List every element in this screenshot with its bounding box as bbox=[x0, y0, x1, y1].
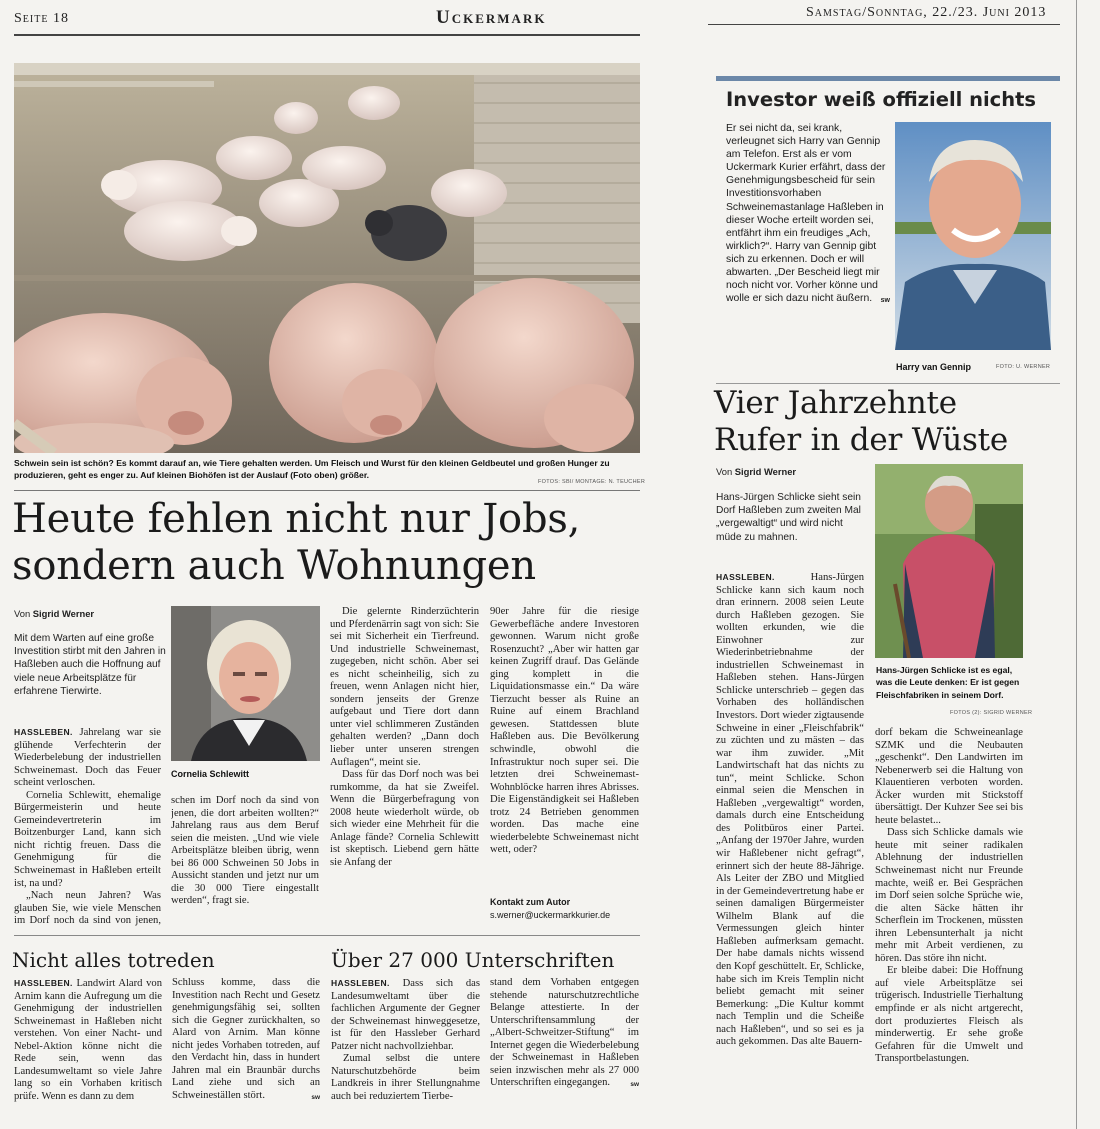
wueste-column-1 bbox=[716, 571, 864, 1123]
investor-headline: Investor weiß offiziell nichts bbox=[726, 88, 1037, 111]
wueste-col2-paragraph-3: Er bleibe dabei: Die Hoffnung auf viele Arbeitsplätze sei trügerisch. Industrielle Tierhaltung empfinde er als nicht artgerecht, dort produziertes Fleisch als minderwertig. Er sehe große Gefahren für die Umwelt und Transportbelastungen. bbox=[875, 965, 1023, 1065]
investor-body-text: Er sei nicht da, sei krank, verleugnet sich Harry van Gennip am Telefon. Erst als er vom Uckermark Kurier erfährt, dass der Genehmigungsbescheid für sein Investitionsvorhaben Schweinemastanlage Haßleben in dieser Woche erteilt worden sei, entfährt ihm ein freudiges „Ach, wirklich?“. Harry van Gennip gibt sich zu erkennen. Doch er will abwarten. „Der Bescheid liegt mir noch nicht vor. Vorher könne und wolle er sich dazu nicht äußern. bbox=[726, 123, 886, 305]
main-intro: Mit dem Warten auf eine große Investition stirbt mit den Jahren in Haßleben auch die Hoffnung auf viele neue Arbeitsplätze für erfahrene Tierwirte. bbox=[14, 633, 166, 697]
page-edge-line bbox=[1076, 0, 1077, 1129]
col1-paragraph-3: „Nach neun Jahren? Was glauben Sie, wie viele Menschen im Dorf noch da sind von jenen, bbox=[14, 890, 161, 926]
wueste-headline bbox=[714, 385, 1008, 459]
totreden-dateline: HASSLEBEN. bbox=[14, 978, 73, 988]
portrait-illustration bbox=[171, 606, 320, 761]
byline-author: Sigrid Werner bbox=[32, 608, 95, 619]
main-headline bbox=[12, 496, 580, 590]
unterschriften-headline: Über 27 000 Unterschriften bbox=[331, 948, 615, 972]
byline-prefix: Von bbox=[14, 608, 31, 619]
totreden-col1-text: Landwirt Alard von Arnim kann die Aufregung um die Genehmigung der industriellen Schweinemast in Haßleben nicht verstehen. Von einer Nacht- und Nebel-Aktion könne nicht die Rede sein, wenn das Landesumweltamt so viele Jahre lang so ein Vorhaben kritisch prüfe. Wenn es dann zu dem bbox=[14, 978, 162, 1102]
wueste-byline-author: Sigrid Werner bbox=[734, 466, 797, 477]
totreden-col2-text: Schluss komme, dass die Investition nach Recht und Gesetz genehmigungsfähig sei, sollten sich die Gegner zurückhalten, so Alard von Arnim. Man könne nicht jedes Vorhaben totreden, auf den Verdacht hin, dass in hundert Jahren mal ein Braunbär durchs Land ziehe und sich an Schweineställen stört. bbox=[172, 977, 320, 1101]
col1-lead: Jahrelang war sie glühende Verfechterin der Wiederbelebung der industriellen Schweinemast. Doch das Feuer scheint verloschen. bbox=[14, 727, 161, 789]
harry-caption: Harry van Gennip bbox=[896, 362, 972, 372]
wueste-headline-line-1: Vier Jahrzehnte bbox=[714, 385, 957, 421]
main-headline-line-1: Heute fehlen nicht nur Jobs, bbox=[12, 496, 581, 542]
section-rule bbox=[14, 935, 640, 936]
unterschriften-column-1 bbox=[331, 977, 480, 1123]
wueste-byline bbox=[716, 466, 796, 477]
pig-pen-photo bbox=[14, 63, 640, 453]
unterschriften-column-2 bbox=[490, 977, 639, 1123]
section-title: Uckermark bbox=[436, 7, 547, 28]
issue-date: Samstag/Sonntag, 22./23. Juni 2013 bbox=[806, 5, 1047, 20]
totreden-signature: sw bbox=[311, 1093, 320, 1101]
investor-box-bottom bbox=[716, 383, 1060, 384]
cornelia-portrait-photo bbox=[171, 606, 320, 761]
investor-signature: sw bbox=[880, 297, 890, 305]
col1-paragraph-2: Cornelia Schlewitt, ehemalige Bürgermeisterin und heute Gemeindevertreterin im Boitzenburger Land, kann sich nicht richtig freuen. Dass die Genehmigung für die Schweinemast in Haßleben erteilt ist, na und? bbox=[14, 789, 161, 889]
harry-illustration bbox=[895, 122, 1051, 350]
wueste-headline-line-2: Rufer in der Wüste bbox=[714, 422, 1009, 458]
totreden-column-1 bbox=[14, 977, 162, 1123]
photo-credit: FOTOS: SBI/ MONTAGE: N. TEUCHER bbox=[538, 479, 646, 485]
wueste-col2-paragraph-1: dorf bekam die Schweineanlage SZMK und die Neubauten „geschenkt“. Den Landwirten im Nebenerwerb sei die Haltung von Klauentieren verboten worden. Äcker wurden mit Stickstoff übersättigt. Der Kuhzer See sei bis heute belastet... bbox=[875, 727, 1023, 826]
main-column-3 bbox=[330, 606, 479, 924]
wueste-byline-prefix: Von bbox=[716, 466, 733, 477]
main-column-4 bbox=[490, 606, 639, 890]
header-rule-right bbox=[708, 24, 1060, 25]
wueste-col2-paragraph-2: Dass sich Schlicke damals wie heute mit seiner radikalen Ablehnung der industriellen Schweinemast nicht nur Freunde machte, weiß er. Bei Gesprächen im Dorf seien solche Sprüche wie, die alten Säcke hätten ihr Scherflein im Trockenen, müssten ihren Lebensunterhalt ja nicht mehr mit Arbeit verdienen, zu hören. Das störe ihn nicht. bbox=[875, 827, 1023, 964]
main-column-2: schen im Dorf noch da sind von jenen, die dort arbeiten wollten?“ Jahrelang raus aus dem Beruf seien die meisten. „Und wie viele Arbeitsplätze bleiben übrig, wenn bei 86 000 Schweinen 50 Jobs in Aussicht standen und jetzt nur um die 30 000 Tiere eingestallt werden“, fragt sie. bbox=[171, 795, 319, 907]
totreden-column-2 bbox=[172, 977, 320, 1123]
page-number: Seite 18 bbox=[14, 11, 69, 26]
schlicke-illustration bbox=[875, 464, 1023, 658]
harry-credit: FOTO: U. WERNER bbox=[996, 364, 1051, 370]
contact-label: Kontakt zum Autor bbox=[490, 897, 571, 907]
photo-caption: Schwein sein ist schön? Es kommt darauf an, wie Tiere gehalten werden. Um Fleisch und Wurst für den kleinen Geldbeutel und großen Hunger zu produzieren, geht es enger zu. Auf kleinen Biohöfen ist der Auslauf (Foto oben) größer. bbox=[14, 458, 610, 481]
dateline: HASSLEBEN. bbox=[14, 727, 73, 737]
caption-rule bbox=[14, 490, 640, 491]
unterschriften-col1-paragraph-2: Zumal selbst die untere Naturschutzbehörde beim Landkreis in ihrer Stellungnahme auch bei reduziertem Tierbe- bbox=[331, 1053, 480, 1102]
col3-paragraph-1: Die gelernte Rinderzüchterin und Pferdenärrin sagt von sich: Sie sei mit Sicherheit ein Tierfreund. Und industrielle Schweinemast, zugegeben, nicht schön. Aber sei es nicht scheinheilig, sich zu freuen, wenn Anlagen nicht hier, sondern jenseits der Grenze aufgebaut und Tiere dort dann unter viel schlimmeren Zuständen gehalten werden? „Dann doch lieber unter unseren strengen Auflagen“, meint sie. bbox=[330, 606, 479, 768]
investor-body bbox=[726, 122, 890, 372]
wueste-column-2 bbox=[875, 727, 1023, 1123]
pigs-illustration bbox=[14, 63, 640, 453]
unterschriften-dateline: HASSLEBEN. bbox=[331, 978, 390, 988]
main-column-1 bbox=[14, 726, 161, 926]
cornelia-caption: Cornelia Schlewitt bbox=[171, 769, 250, 779]
unterschriften-col1-text: Dass sich das Landesumweltamt über die fachlichen Argumente der Gegner der Schweinemast hinweggesetze, ist für den Hassleber Gerhard Patzer nicht nachvollziehbar. bbox=[331, 978, 480, 1052]
wueste-intro: Hans-Jürgen Schlicke sieht sein Dorf Haßleben zum zweiten Mal „vergewaltigt“ und wird nicht müde zu mahnen. bbox=[716, 492, 861, 543]
totreden-headline: Nicht alles totreden bbox=[12, 948, 215, 972]
wueste-col1-text: Hans-Jürgen Schlicke kann sich kaum noch dran erinnern. 2008 seien Leute durch Haßleben gezogen. Sie wollten erkunden, wie die Einwohner zur Wiederinbetriebnahme der industriellen Schweinemast in Haßleben stehen. Hans-Jürgen Schlicke unterschrieb – gegen das Vorhaben des holländischen Investors. Dort wieder zigtausende Schweine in einer „Fleischfabrik“ zu züchten und zu mästen – das war ihm zuwider. „Mit Landwirtschaft hat das nichts zu tun“, meint Schlicke. Schon einmal seien die Menschen in Haßleben „vergewaltigt“ worden, damals durch eine Entscheidung des Politbüros einer Partei. „Anfang der 1970er Jahre, wurden wir Haßlebener nicht gefragt“, erinnert sich der heute 88-Jährige. Als Leiter der ZBO und Mitglied in der Gemeindevertretung habe er seinen damaligen Bürgermeister Wilhelm Blank auf die Vermessungen gleich hinter Haßleben aufmerksam gemacht. Der habe damals nichts wissend den Kopf geschüttelt. Er, Schlicke, habe sich im Kreis Templin nicht beliebt gemacht mit seiner Bemerkung: „Die Kultur kommt nach Templin und die Scheiße nach Haßleben“, und so sei es ja auch gekommen. Das alte Bauern- bbox=[716, 572, 864, 1048]
col3-paragraph-2: Dass für das Dorf noch was bei rumkomme, da hat sie Zweifel. Wenn die Bürgerbefragung von 2008 heute wiederholt würde, ob sich wieder eine Mehrheit für die Anlage fände? Cornelia Schlewitt ist skeptisch. Liebend gern hätte sie Anfang der bbox=[330, 769, 479, 868]
harry-portrait-photo bbox=[895, 122, 1051, 350]
unterschriften-signature: sw bbox=[630, 1081, 639, 1089]
schlicke-caption: Hans-Jürgen Schlicke ist es egal, was die Leute denken: Er ist gegen Fleischfabriken in seinem Dorf. bbox=[876, 665, 1020, 700]
main-byline bbox=[14, 608, 94, 619]
wueste-dateline: HASSLEBEN. bbox=[716, 572, 775, 582]
main-headline-line-2: sondern auch Wohnungen bbox=[12, 543, 536, 589]
header-rule-left bbox=[14, 34, 640, 36]
unterschriften-col2-text: stand dem Vorhaben entgegen stehende naturschutzrechtliche Belange attestierte. In der Unterschriftensammlung der „Albert-Schweitzer-Stiftung“ im Internet gegen die Wiederbelebung der Schweinemast in Haßleben seien inzwischen mehr als 27 000 Unterschriften eingegangen. bbox=[490, 977, 639, 1089]
col4-paragraph-1: 90er Jahre für die riesige Gewerbefläche andere Investoren gewonnen. Warum nicht große Rosenzucht? „Aber wir hatten gar keinen Zugriff drauf. Das Gelände ging komplett in die Liquidationsmasse ein.“ Da wäre Tierzucht besser als Ruine an Ruine auf einem Brachland gewesen. Stattdessen blute Haßleben aus. Die Bevölkerung schwindle, obwohl die Infrastruktur noch super sei. Die letzten drei Schweinemast-Wohnblöcke harren ihres Abrisses. Die Eigenständigkeit sei Haßleben trotz 24 Betrieben genommen worden. Das mache eine wiederbelebte Schweinemast nicht wett, oder? bbox=[490, 606, 639, 856]
schlicke-photo bbox=[875, 464, 1023, 658]
investor-box-rule bbox=[716, 76, 1060, 81]
schlicke-credit: FOTOS (2): SIGRID WERNER bbox=[950, 710, 1033, 716]
contact-email[interactable]: s.werner@uckermarkkurier.de bbox=[490, 910, 611, 920]
